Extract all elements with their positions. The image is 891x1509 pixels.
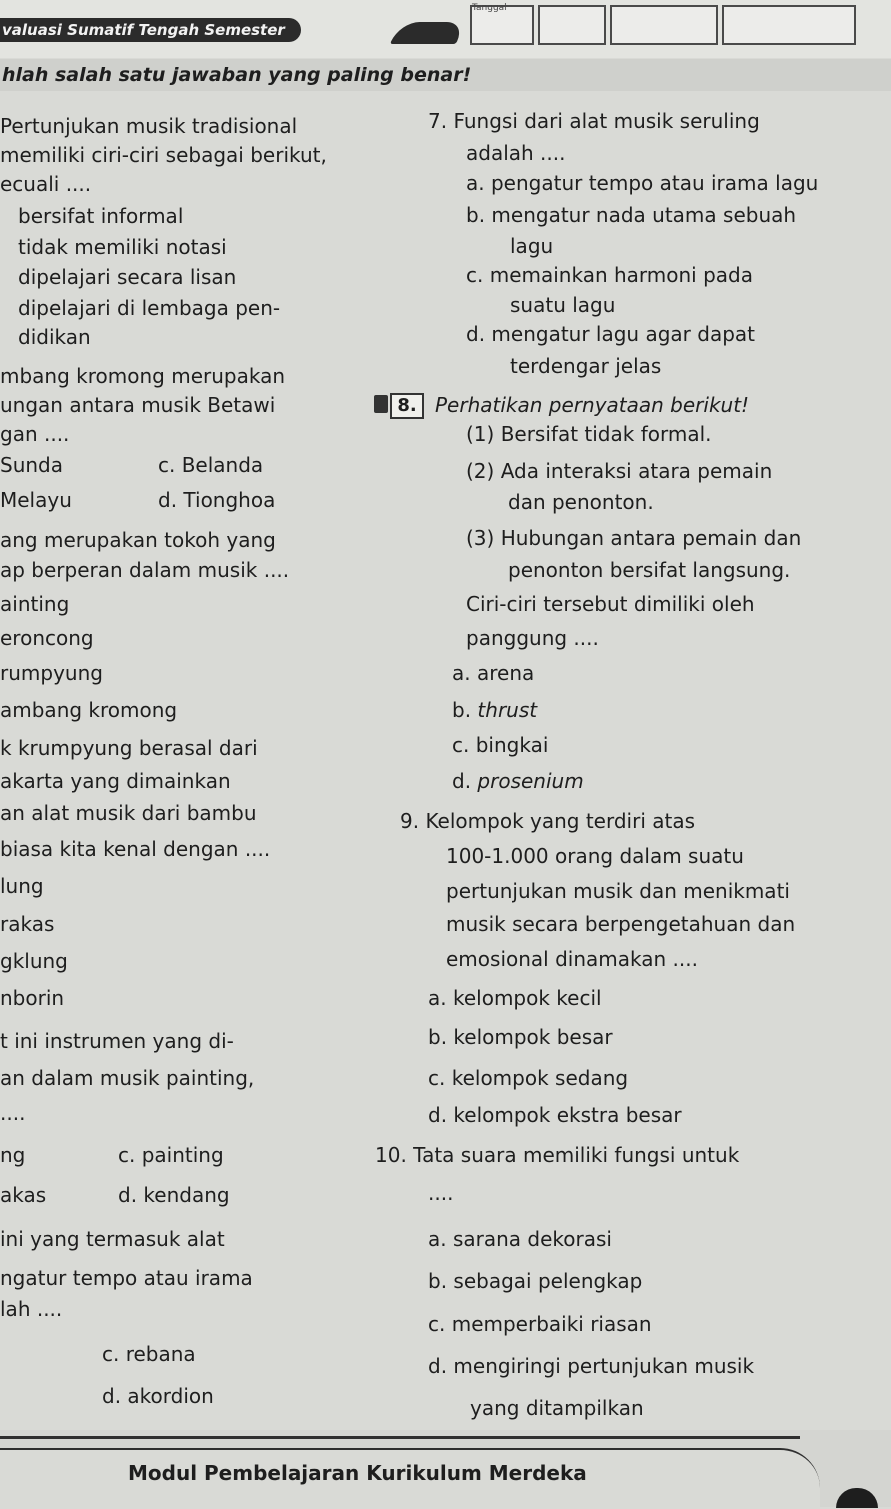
left-text-line: Melayu xyxy=(0,488,72,512)
left-text-line: lah .... xyxy=(0,1297,63,1321)
question-icon xyxy=(374,395,388,413)
left-text-line: akarta yang dimainkan xyxy=(0,769,231,793)
left-text-line: ainting xyxy=(0,592,70,616)
right-text-line: penonton bersifat langsung. xyxy=(508,558,791,582)
left-text-line: d. Tionghoa xyxy=(158,488,276,512)
right-text-line: panggung .... xyxy=(466,626,599,650)
left-text-line: Pertunjukan musik tradisional xyxy=(0,114,298,138)
left-text-line: ambang kromong xyxy=(0,698,178,722)
left-text-line: Sunda xyxy=(0,453,63,477)
right-text-line: b. thrust xyxy=(452,698,538,722)
left-text-line: ngatur tempo atau irama xyxy=(0,1266,253,1290)
right-text-line: suatu lagu xyxy=(510,293,616,317)
left-text-line: .... xyxy=(0,1101,26,1125)
right-text-line: b. sebagai pelengkap xyxy=(428,1269,643,1293)
question-8-number: 8. xyxy=(390,393,424,419)
left-text-line: ap berperan dalam musik .... xyxy=(0,558,290,582)
left-text-line: gan .... xyxy=(0,422,70,446)
header-title: valuasi Sumatif Tengah Semester xyxy=(0,18,301,42)
right-text-line: emosional dinamakan .... xyxy=(446,947,698,971)
left-text-line: rumpyung xyxy=(0,661,103,685)
left-text-line: ang merupakan tokoh yang xyxy=(0,528,276,552)
score-label: Tanggal xyxy=(472,3,507,13)
right-text-line: c. memperbaiki riasan xyxy=(428,1312,652,1336)
right-text-line: adalah .... xyxy=(466,141,566,165)
left-text-line: didikan xyxy=(18,325,91,349)
right-text-line: 100-1.000 orang dalam suatu xyxy=(446,844,744,868)
left-text-line: tidak memiliki notasi xyxy=(18,235,227,259)
score-box-4[interactable] xyxy=(722,5,856,45)
instruction: hlah salah satu jawaban yang paling benar! xyxy=(0,59,891,91)
left-text-line: mbang kromong merupakan xyxy=(0,364,286,388)
right-text-line: a. pengatur tempo atau irama lagu xyxy=(466,171,819,195)
footer-rule xyxy=(0,1436,800,1439)
right-text-line: pertunjukan musik dan menikmati xyxy=(446,879,790,903)
left-text-line: c. rebana xyxy=(102,1342,196,1366)
left-text-line: lung xyxy=(0,874,44,898)
right-text-line: d. prosenium xyxy=(452,769,584,793)
left-text-line: ng xyxy=(0,1143,26,1167)
left-text-line: c. painting xyxy=(118,1143,224,1167)
right-text-line: .... xyxy=(428,1181,454,1205)
left-text-line: ini yang termasuk alat xyxy=(0,1227,225,1251)
left-text-line: eroncong xyxy=(0,626,94,650)
left-text-line: bersifat informal xyxy=(18,204,184,228)
right-text-line: b. mengatur nada utama sebuah xyxy=(466,203,797,227)
left-text-line: k krumpyung berasal dari xyxy=(0,736,258,760)
header-band xyxy=(0,0,891,58)
right-text-line: yang ditampilkan xyxy=(470,1396,644,1420)
right-text-line: musik secara berpengetahuan dan xyxy=(446,912,796,936)
right-text-line: c. kelompok sedang xyxy=(428,1066,629,1090)
right-text-line: 9. Kelompok yang terdiri atas xyxy=(400,809,696,833)
right-text-line: c. memainkan harmoni pada xyxy=(466,263,754,287)
right-text-line: (2) Ada interaksi atara pemain xyxy=(466,459,773,483)
left-text-line: biasa kita kenal dengan .... xyxy=(0,837,271,861)
header-decoration xyxy=(390,22,466,44)
left-text-line: an dalam musik painting, xyxy=(0,1066,255,1090)
right-text-line: Perhatikan pernyataan berikut! xyxy=(435,393,750,417)
left-text-line: dipelajari secara lisan xyxy=(18,265,237,289)
right-text-line: b. kelompok besar xyxy=(428,1025,613,1049)
right-text-line: d. mengiringi pertunjukan musik xyxy=(428,1354,755,1378)
left-text-line: gklung xyxy=(0,949,68,973)
left-text-line: t ini instrumen yang di- xyxy=(0,1029,234,1053)
right-text-line: (1) Bersifat tidak formal. xyxy=(466,422,712,446)
right-text-line: 7. Fungsi dari alat musik seruling xyxy=(428,109,760,133)
left-text-line: ungan antara musik Betawi xyxy=(0,393,276,417)
right-text-line: lagu xyxy=(510,234,554,258)
left-text-line: c. Belanda xyxy=(158,453,264,477)
right-text-line: c. bingkai xyxy=(452,733,549,757)
right-text-line: d. mengatur lagu agar dapat xyxy=(466,322,755,346)
right-text-line: a. sarana dekorasi xyxy=(428,1227,612,1251)
left-text-line: dipelajari di lembaga pen- xyxy=(18,296,281,320)
right-text-line: a. kelompok kecil xyxy=(428,986,602,1010)
left-text-line: ecuali .... xyxy=(0,172,92,196)
right-text-line: (3) Hubungan antara pemain dan xyxy=(466,526,802,550)
left-text-line: rakas xyxy=(0,912,55,936)
right-text-line: 10. Tata suara memiliki fungsi untuk xyxy=(375,1143,740,1167)
score-box-3[interactable] xyxy=(610,5,718,45)
right-text-line: dan penonton. xyxy=(508,490,654,514)
left-text-line: an alat musik dari bambu xyxy=(0,801,257,825)
score-box-1[interactable] xyxy=(470,5,534,45)
left-text-line: nborin xyxy=(0,986,65,1010)
left-text-line: d. kendang xyxy=(118,1183,230,1207)
left-text-line: d. akordion xyxy=(102,1384,214,1408)
right-text-line: d. kelompok ekstra besar xyxy=(428,1103,682,1127)
right-text-line: a. arena xyxy=(452,661,535,685)
footer-title: Modul Pembelajaran Kurikulum Merdeka xyxy=(128,1461,587,1485)
right-text-line: terdengar jelas xyxy=(510,354,662,378)
score-box-2[interactable] xyxy=(538,5,606,45)
left-text-line: memiliki ciri-ciri sebagai berikut, xyxy=(0,143,327,167)
left-text-line: akas xyxy=(0,1183,47,1207)
right-text-line: Ciri-ciri tersebut dimiliki oleh xyxy=(466,592,755,616)
